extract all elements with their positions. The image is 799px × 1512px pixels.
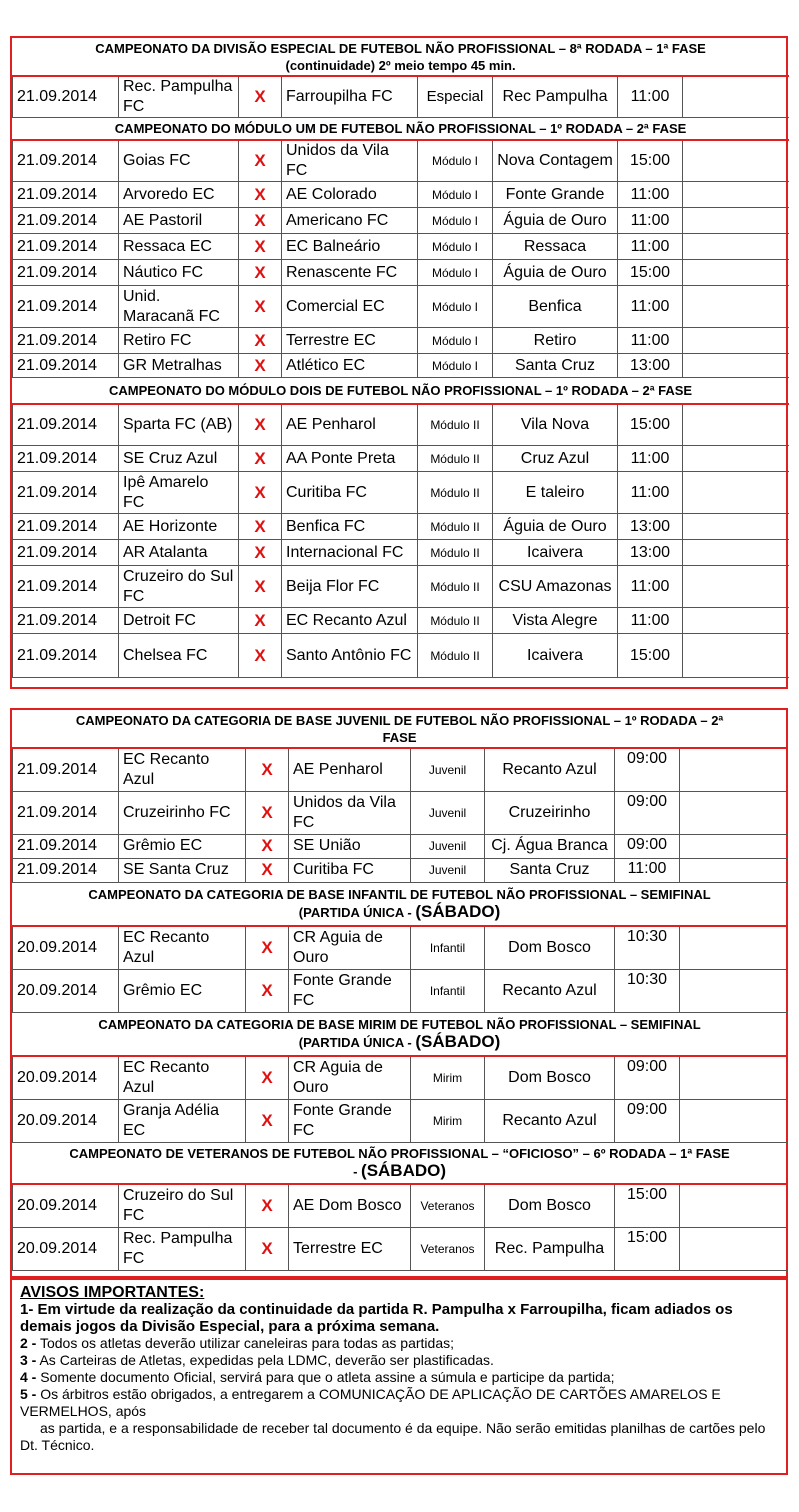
empty-cell [683, 540, 789, 566]
match-date: 20.09.2014 [13, 926, 119, 969]
category: Módulo II [418, 514, 493, 540]
venue: Cruz Azul [493, 446, 618, 472]
kickoff-time: 15:00 [615, 1184, 680, 1227]
kickoff-time: 09:00 [615, 834, 680, 858]
match-row [13, 234, 789, 260]
venue: Cj. Água Branca [485, 834, 615, 858]
schedule-table-1 [12, 38, 789, 678]
match-date: 21.09.2014 [13, 834, 119, 858]
away-team: Comercial EC [282, 286, 418, 328]
venue: Santa Cruz [493, 354, 618, 378]
away-team: Curitiba FC [282, 472, 418, 514]
versus-mark: X [246, 1184, 289, 1227]
versus-mark: X [239, 76, 282, 118]
venue: Dom Bosco [485, 1184, 615, 1227]
category: Veteranos [411, 1227, 485, 1270]
category: Módulo I [418, 234, 493, 260]
versus-mark: X [246, 1227, 289, 1270]
home-team: Grêmio EC [119, 969, 246, 1012]
empty-cell [683, 182, 789, 208]
section-title-mirim: CAMPEONATO DA CATEGORIA DE BASE MIRIM DE FUTEBOL NÃO PROFISSIONAL – SEMIFINAL (PARTIDA ÚNICA - (SÁBADO) [13, 1012, 787, 1056]
category: Módulo I [418, 208, 493, 234]
match-date: 21.09.2014 [13, 446, 119, 472]
match-row [13, 140, 789, 182]
aviso-5-cont: as partida, e a responsabilidade de receber tal documento é da equipe. Não serão emitidas planilhas de cartões pelo Dt. Técnico. [20, 1420, 766, 1453]
away-team: Fonte Grande FC [289, 969, 411, 1012]
match-row [13, 328, 789, 354]
match-date: 21.09.2014 [13, 634, 119, 678]
empty-cell [683, 404, 789, 446]
kickoff-time: 15:00 [615, 1227, 680, 1270]
category: Infantil [411, 969, 485, 1012]
category: Módulo II [418, 404, 493, 446]
versus-mark: X [246, 1056, 289, 1099]
away-team: Terrestre EC [289, 1227, 411, 1270]
kickoff-time: 09:00 [615, 1099, 680, 1142]
category: Módulo II [418, 446, 493, 472]
home-team: AE Pastoril [119, 208, 239, 234]
empty-cell [680, 1099, 787, 1142]
match-row [13, 748, 787, 791]
empty-cell [683, 260, 789, 286]
away-team: CR Aguia de Ouro [289, 926, 411, 969]
home-team: AE Horizonte [119, 514, 239, 540]
away-team: Unidos da Vila FC [289, 791, 411, 834]
venue: Recanto Azul [485, 1099, 615, 1142]
versus-mark: X [246, 1099, 289, 1142]
category: Módulo I [418, 260, 493, 286]
empty-cell [680, 1227, 787, 1270]
empty-cell [680, 858, 787, 882]
match-row [13, 286, 789, 328]
kickoff-time: 11:00 [618, 472, 683, 514]
venue: Recanto Azul [485, 969, 615, 1012]
away-team: Terrestre EC [282, 328, 418, 354]
match-row [13, 566, 789, 608]
match-date: 20.09.2014 [13, 1184, 119, 1227]
section-title-divisao-especial: CAMPEONATO DA DIVISÃO ESPECIAL DE FUTEBOL NÃO PROFISSIONAL – 8ª RODADA – 1ª FASE (continuidade) 2º meio tempo 45 min. [13, 38, 789, 76]
kickoff-time: 11:00 [618, 446, 683, 472]
category: Módulo II [418, 540, 493, 566]
match-date: 21.09.2014 [13, 748, 119, 791]
venue: CSU Amazonas [493, 566, 618, 608]
away-team: Benfica FC [282, 514, 418, 540]
venue: Águia de Ouro [493, 260, 618, 286]
venue: Rec. Pampulha [485, 1227, 615, 1270]
venue: Benfica [493, 286, 618, 328]
match-date: 21.09.2014 [13, 182, 119, 208]
category: Mirim [411, 1056, 485, 1099]
versus-mark: X [246, 834, 289, 858]
category: Juvenil [411, 791, 485, 834]
category: Especial [418, 76, 493, 118]
empty-cell [683, 514, 789, 540]
empty-cell [680, 1056, 787, 1099]
category: Juvenil [411, 748, 485, 791]
section-title-juvenil: CAMPEONATO DA CATEGORIA DE BASE JUVENIL DE FUTEBOL NÃO PROFISSIONAL – 1º RODADA – 2ª FASE [13, 710, 787, 748]
section-title-veteranos: CAMPEONATO DE VETERANOS DE FUTEBOL NÃO PROFISSIONAL – “OFICIOSO” – 6º RODADA – 1ª FASE - (SÁBADO) [13, 1142, 787, 1184]
versus-mark: X [246, 969, 289, 1012]
category: Módulo II [418, 566, 493, 608]
away-team: Farroupilha FC [282, 76, 418, 118]
category: Módulo II [418, 634, 493, 678]
match-date: 21.09.2014 [13, 286, 119, 328]
empty-cell [683, 472, 789, 514]
away-team: Internacional FC [282, 540, 418, 566]
away-team: AE Colorado [282, 182, 418, 208]
category: Veteranos [411, 1184, 485, 1227]
away-team: AE Penharol [282, 404, 418, 446]
category: Mirim [411, 1099, 485, 1142]
home-team: AR Atalanta [119, 540, 239, 566]
aviso-1: 1- Em virtude da realização da continuidade da partida R. Pampulha x Farroupilha, ficam adiados os demais jogos da Divisão Especial, para a próxima semana. [20, 1301, 733, 1335]
kickoff-time: 15:00 [618, 634, 683, 678]
away-team: Atlético EC [282, 354, 418, 378]
empty-cell [683, 566, 789, 608]
home-team: Cruzeirinho FC [119, 791, 246, 834]
home-team: Rec. Pampulha FC [119, 76, 239, 118]
versus-mark: X [239, 208, 282, 234]
home-team: EC Recanto Azul [119, 926, 246, 969]
empty-cell [683, 446, 789, 472]
venue: Águia de Ouro [493, 514, 618, 540]
kickoff-time: 09:00 [615, 748, 680, 791]
home-team: Náutico FC [119, 260, 239, 286]
empty-cell [683, 328, 789, 354]
venue: Vila Nova [493, 404, 618, 446]
away-team: EC Recanto Azul [282, 608, 418, 634]
match-row [13, 514, 789, 540]
kickoff-time: 11:00 [618, 234, 683, 260]
versus-mark: X [239, 514, 282, 540]
avisos-importantes [10, 1278, 788, 1475]
schedule-block-1 [10, 36, 788, 689]
versus-mark: X [239, 472, 282, 514]
home-team: Cruzeiro do Sul FC [119, 566, 239, 608]
category: Juvenil [411, 858, 485, 882]
match-row [13, 540, 789, 566]
category: Módulo II [418, 472, 493, 514]
match-row [13, 76, 789, 118]
home-team: Chelsea FC [119, 634, 239, 678]
empty-cell [680, 969, 787, 1012]
home-team: Detroit FC [119, 608, 239, 634]
versus-mark: X [239, 634, 282, 678]
match-row [13, 208, 789, 234]
aviso-4: 4 - Somente documento Oficial, servirá para que o atleta assine a súmula e participe da partida; [20, 1369, 615, 1385]
empty-cell [683, 234, 789, 260]
kickoff-time: 11:00 [615, 858, 680, 882]
venue: Rec Pampulha [493, 76, 618, 118]
empty-cell [680, 791, 787, 834]
home-team: Sparta FC (AB) [119, 404, 239, 446]
empty-cell [680, 1184, 787, 1227]
match-date: 20.09.2014 [13, 1227, 119, 1270]
empty-cell [680, 834, 787, 858]
kickoff-time: 11:00 [618, 208, 683, 234]
home-team: Unid. Maracanã FC [119, 286, 239, 328]
home-team: EC Recanto Azul [119, 1056, 246, 1099]
kickoff-time: 11:00 [618, 328, 683, 354]
empty-cell [683, 140, 789, 182]
category: Infantil [411, 926, 485, 969]
match-date: 21.09.2014 [13, 208, 119, 234]
home-team: Granja Adélia EC [119, 1099, 246, 1142]
venue: Nova Contagem [493, 140, 618, 182]
match-row [13, 260, 789, 286]
empty-cell [683, 634, 789, 678]
versus-mark: X [239, 286, 282, 328]
match-date: 20.09.2014 [13, 969, 119, 1012]
home-team: SE Santa Cruz [119, 858, 246, 882]
home-team: SE Cruz Azul [119, 446, 239, 472]
venue: Santa Cruz [485, 858, 615, 882]
match-row [13, 1056, 787, 1099]
venue: Dom Bosco [485, 926, 615, 969]
match-row [13, 182, 789, 208]
match-date: 21.09.2014 [13, 354, 119, 378]
aviso-3: 3 - As Carteiras de Atletas, expedidas pela LDMC, deverão ser plastificadas. [20, 1352, 494, 1368]
home-team: Grêmio EC [119, 834, 246, 858]
home-team: Rec. Pampulha FC [119, 1227, 246, 1270]
empty-cell [683, 354, 789, 378]
kickoff-time: 15:00 [618, 404, 683, 446]
away-team: CR Aguia de Ouro [289, 1056, 411, 1099]
versus-mark: X [239, 140, 282, 182]
venue: E taleiro [493, 472, 618, 514]
versus-mark: X [239, 566, 282, 608]
home-team: Ressaca EC [119, 234, 239, 260]
category: Módulo I [418, 354, 493, 378]
match-date: 21.09.2014 [13, 404, 119, 446]
away-team: Renascente FC [282, 260, 418, 286]
venue: Recanto Azul [485, 748, 615, 791]
versus-mark: X [246, 858, 289, 882]
match-row [13, 634, 789, 678]
match-row [13, 791, 787, 834]
versus-mark: X [239, 608, 282, 634]
aviso-2: 2 - Todos os atletas deverão utilizar caneleiras para todas as partidas; [20, 1335, 454, 1351]
versus-mark: X [239, 182, 282, 208]
versus-mark: X [239, 354, 282, 378]
match-date: 21.09.2014 [13, 472, 119, 514]
empty-cell [683, 608, 789, 634]
aviso-5: 5 - Os árbitros estão obrigados, a entregarem a COMUNICAÇÃO DE APLICAÇÃO DE CARTÕES AMARELOS E VERMELHOS, após [20, 1386, 721, 1419]
match-row [13, 926, 787, 969]
away-team: Curitiba FC [289, 858, 411, 882]
kickoff-time: 10:30 [615, 926, 680, 969]
away-team: AE Dom Bosco [289, 1184, 411, 1227]
match-row [13, 354, 789, 378]
kickoff-time: 15:00 [618, 260, 683, 286]
away-team: SE União [289, 834, 411, 858]
schedule-block-2 [10, 708, 788, 1278]
home-team: Arvoredo EC [119, 182, 239, 208]
kickoff-time: 11:00 [618, 286, 683, 328]
match-date: 20.09.2014 [13, 1099, 119, 1142]
match-date: 21.09.2014 [13, 858, 119, 882]
category: Módulo II [418, 608, 493, 634]
match-date: 21.09.2014 [13, 540, 119, 566]
match-date: 21.09.2014 [13, 328, 119, 354]
category: Módulo I [418, 328, 493, 354]
match-row [13, 1184, 787, 1227]
section-title-infantil: CAMPEONATO DA CATEGORIA DE BASE INFANTIL DE FUTEBOL NÃO PROFISSIONAL – SEMIFINAL (PARTIDA ÚNICA - (SÁBADO) [13, 882, 787, 926]
kickoff-time: 11:00 [618, 566, 683, 608]
away-team: Beija Flor FC [282, 566, 418, 608]
section-title-modulo-um: CAMPEONATO DO MÓDULO UM DE FUTEBOL NÃO PROFISSIONAL – 1º RODADA – 2ª FASE [13, 118, 789, 140]
kickoff-time: 11:00 [618, 182, 683, 208]
versus-mark: X [239, 446, 282, 472]
match-date: 21.09.2014 [13, 76, 119, 118]
home-team: Cruzeiro do Sul FC [119, 1184, 246, 1227]
match-date: 21.09.2014 [13, 608, 119, 634]
empty-cell [680, 926, 787, 969]
home-team: Retiro FC [119, 328, 239, 354]
home-team: Ipê Amarelo FC [119, 472, 239, 514]
away-team: Fonte Grande FC [289, 1099, 411, 1142]
kickoff-time: 13:00 [618, 354, 683, 378]
match-row [13, 858, 787, 882]
versus-mark: X [239, 540, 282, 566]
match-row [13, 608, 789, 634]
kickoff-time: 11:00 [618, 76, 683, 118]
kickoff-time: 15:00 [618, 140, 683, 182]
venue: Icaivera [493, 540, 618, 566]
venue: Ressaca [493, 234, 618, 260]
match-date: 21.09.2014 [13, 260, 119, 286]
venue: Águia de Ouro [493, 208, 618, 234]
match-row [13, 404, 789, 446]
schedule-table-2 [12, 710, 787, 1271]
empty-cell [683, 286, 789, 328]
section-title-modulo-dois: CAMPEONATO DO MÓDULO DOIS DE FUTEBOL NÃO PROFISSIONAL – 1º RODADA – 2ª FASE [13, 378, 789, 404]
venue: Icaivera [493, 634, 618, 678]
empty-cell [683, 208, 789, 234]
away-team: Santo Antônio FC [282, 634, 418, 678]
kickoff-time: 13:00 [618, 540, 683, 566]
kickoff-time: 10:30 [615, 969, 680, 1012]
venue: Vista Alegre [493, 608, 618, 634]
kickoff-time: 09:00 [615, 1056, 680, 1099]
away-team: Unidos da Vila FC [282, 140, 418, 182]
home-team: Goias FC [119, 140, 239, 182]
kickoff-time: 09:00 [615, 791, 680, 834]
match-row [13, 472, 789, 514]
match-row [13, 1099, 787, 1142]
versus-mark: X [246, 748, 289, 791]
venue: Cruzeirinho [485, 791, 615, 834]
versus-mark: X [239, 328, 282, 354]
category: Módulo I [418, 182, 493, 208]
kickoff-time: 11:00 [618, 608, 683, 634]
versus-mark: X [246, 791, 289, 834]
versus-mark: X [239, 404, 282, 446]
away-team: EC Balneário [282, 234, 418, 260]
empty-cell [680, 748, 787, 791]
away-team: Americano FC [282, 208, 418, 234]
match-row [13, 446, 789, 472]
match-date: 21.09.2014 [13, 234, 119, 260]
match-date: 21.09.2014 [13, 566, 119, 608]
venue: Dom Bosco [485, 1056, 615, 1099]
match-row [13, 1227, 787, 1270]
match-row [13, 834, 787, 858]
category: Juvenil [411, 834, 485, 858]
away-team: AA Ponte Preta [282, 446, 418, 472]
match-date: 21.09.2014 [13, 140, 119, 182]
category: Módulo I [418, 286, 493, 328]
home-team: EC Recanto Azul [119, 748, 246, 791]
venue: Retiro [493, 328, 618, 354]
category: Módulo I [418, 140, 493, 182]
empty-cell [683, 76, 789, 118]
avisos-title: AVISOS IMPORTANTES: [20, 1284, 205, 1301]
match-date: 21.09.2014 [13, 514, 119, 540]
match-row [13, 969, 787, 1012]
kickoff-time: 13:00 [618, 514, 683, 540]
match-date: 20.09.2014 [13, 1056, 119, 1099]
home-team: GR Metralhas [119, 354, 239, 378]
away-team: AE Penharol [289, 748, 411, 791]
match-date: 21.09.2014 [13, 791, 119, 834]
versus-mark: X [239, 260, 282, 286]
venue: Fonte Grande [493, 182, 618, 208]
versus-mark: X [239, 234, 282, 260]
versus-mark: X [246, 926, 289, 969]
